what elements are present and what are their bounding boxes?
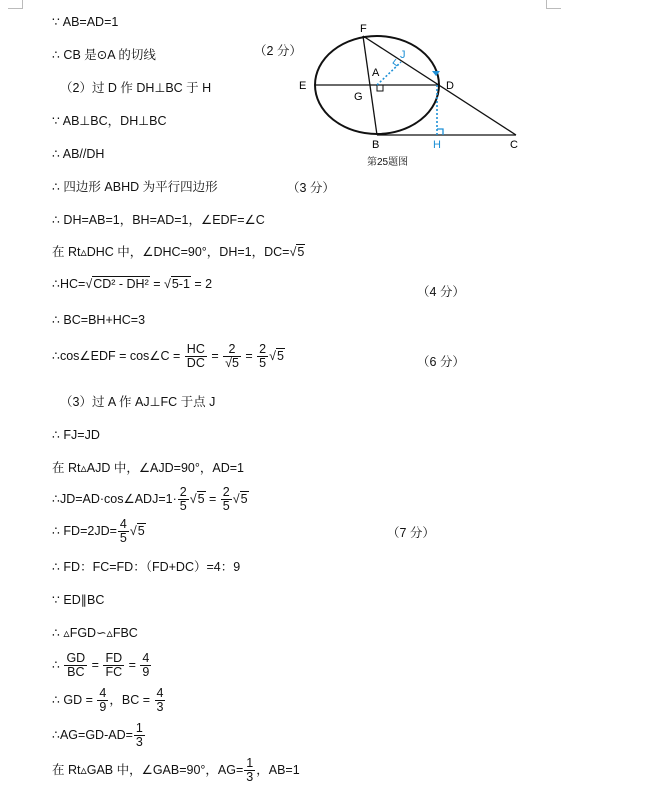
fraction: $\frac{2}{5}$ bbox=[222, 485, 230, 513]
label-b: B bbox=[372, 139, 380, 151]
fraction: $\frac{2}{5}$ bbox=[179, 485, 187, 513]
sqrt-expression: √5 bbox=[289, 245, 305, 259]
label-f: F bbox=[360, 23, 367, 35]
solution-line-22 bbox=[52, 722, 146, 749]
solution-line-7: ∴ DH=AB=1，BH=AD=1，∠EDF=∠C bbox=[52, 213, 265, 227]
line-9-text: ∴HC= bbox=[52, 277, 86, 291]
line-9-result: = 2 bbox=[190, 277, 213, 291]
line-20-text: ∴ bbox=[52, 657, 64, 672]
solution-line-15 bbox=[52, 486, 249, 513]
right-angle-mark-j bbox=[393, 59, 397, 66]
solution-line-21 bbox=[52, 687, 166, 714]
equals-sign: = bbox=[205, 491, 220, 506]
solution-line-2: ∴ CB 是⊙A 的切线 bbox=[52, 48, 156, 62]
solution-line-1: ∵ AB=AD=1 bbox=[52, 15, 119, 29]
line-15-text: ∴JD=AD·cos∠ADJ=1· bbox=[52, 491, 177, 506]
line-16-text: ∴ FD=2JD= bbox=[52, 523, 117, 538]
right-angle-mark-h bbox=[437, 129, 443, 135]
sqrt-expression: √CD² - DH² bbox=[85, 277, 149, 291]
score-7: （7 分） bbox=[387, 526, 435, 540]
line-22-text: ∴AG=GD-AD= bbox=[52, 727, 133, 742]
fraction: $\frac{1}{3}$ bbox=[246, 756, 254, 784]
line-23-suffix: ，AB=1 bbox=[256, 762, 300, 777]
fraction: $\frac{4}{5}$ bbox=[119, 517, 127, 545]
score-2: （2 分） bbox=[254, 44, 302, 58]
line-11-text: ∴cos∠EDF = cos∠C = bbox=[52, 348, 184, 363]
label-h: H bbox=[433, 139, 441, 151]
line-21-mid-text: ，BC = bbox=[109, 692, 154, 707]
label-c: C bbox=[510, 139, 518, 151]
fraction: $\frac{2}{√5}$ bbox=[225, 342, 239, 370]
fraction: $\frac{GD}{BC}$ bbox=[66, 651, 86, 679]
right-angle-mark-g bbox=[377, 85, 383, 91]
sqrt-expression: √5 bbox=[232, 491, 248, 506]
page-corner-mark-left bbox=[8, 0, 23, 9]
fraction: $\frac{HC}{DC}$ bbox=[186, 342, 205, 370]
solution-line-16 bbox=[52, 518, 146, 545]
line-23-text: 在 Rt▵GAB 中，∠GAB=90°，AG= bbox=[52, 762, 244, 777]
equals-sign: = bbox=[149, 277, 164, 291]
sqrt-expression: √5-1 bbox=[163, 277, 190, 291]
fraction: $\frac{1}{3}$ bbox=[135, 721, 143, 749]
line-21-text: ∴ GD = bbox=[52, 692, 97, 707]
solution-line-10: ∴ BC=BH+HC=3 bbox=[52, 313, 146, 327]
score-4: （4 分） bbox=[417, 285, 465, 299]
fraction: $\frac{4}{3}$ bbox=[156, 686, 164, 714]
label-g: G bbox=[354, 91, 363, 103]
page-corner-mark-right bbox=[546, 0, 561, 9]
solution-line-8 bbox=[52, 244, 305, 260]
fraction: $\frac{FD}{FC}$ bbox=[105, 651, 123, 679]
fraction: $\frac{4}{9}$ bbox=[99, 686, 107, 714]
equals-sign: = bbox=[88, 657, 103, 672]
sqrt-expression: √5 bbox=[269, 348, 284, 363]
solution-line-12: （3）过 A 作 AJ⊥FC 于点 J bbox=[60, 395, 216, 409]
solution-line-23 bbox=[52, 757, 300, 784]
geometry-figure bbox=[296, 18, 532, 158]
solution-line-17: ∴ FD：FC=FD：（FD+DC）=4：9 bbox=[52, 560, 241, 574]
equals-sign: = bbox=[207, 348, 223, 363]
solution-line-18: ∵ ED∥BC bbox=[52, 593, 105, 607]
label-d: D bbox=[446, 80, 454, 92]
equals-sign: = bbox=[125, 657, 140, 672]
solution-line-13: ∴ FJ=JD bbox=[52, 428, 100, 442]
solution-line-6: ∴ 四边形 ABHD 为平行四边形 bbox=[52, 180, 218, 194]
figure-caption: 第25题图 bbox=[367, 157, 409, 168]
solution-line-19: ∴ ▵FGD∽▵FBC bbox=[52, 626, 138, 640]
sqrt-expression: √5 bbox=[189, 491, 205, 506]
solution-line-14: 在 Rt▵AJD 中，∠AJD=90°，AD=1 bbox=[52, 461, 244, 475]
fraction: $\frac{4}{9}$ bbox=[142, 651, 150, 679]
label-j: J bbox=[400, 49, 406, 61]
solution-line-4: ∵ AB⊥BC，DH⊥BC bbox=[52, 114, 167, 128]
solution-line-9 bbox=[52, 276, 212, 292]
solution-line-3: （2）过 D 作 DH⊥BC 于 H bbox=[60, 81, 212, 95]
fraction: $\frac{2}{5}$ bbox=[259, 342, 267, 370]
score-6: （6 分） bbox=[417, 355, 465, 369]
label-e: E bbox=[299, 80, 307, 92]
solution-line-20 bbox=[52, 652, 152, 679]
label-a: A bbox=[372, 67, 380, 79]
line-8-text: 在 Rt▵DHC 中，∠DHC=90°，DH=1，DC= bbox=[52, 245, 290, 259]
solution-line-11 bbox=[52, 343, 285, 370]
segment-aj bbox=[377, 62, 401, 85]
solution-line-5: ∴ AB//DH bbox=[52, 147, 105, 161]
equals-sign: = bbox=[241, 348, 257, 363]
score-3: （3 分） bbox=[287, 181, 335, 195]
sqrt-expression: √5 bbox=[129, 523, 145, 538]
